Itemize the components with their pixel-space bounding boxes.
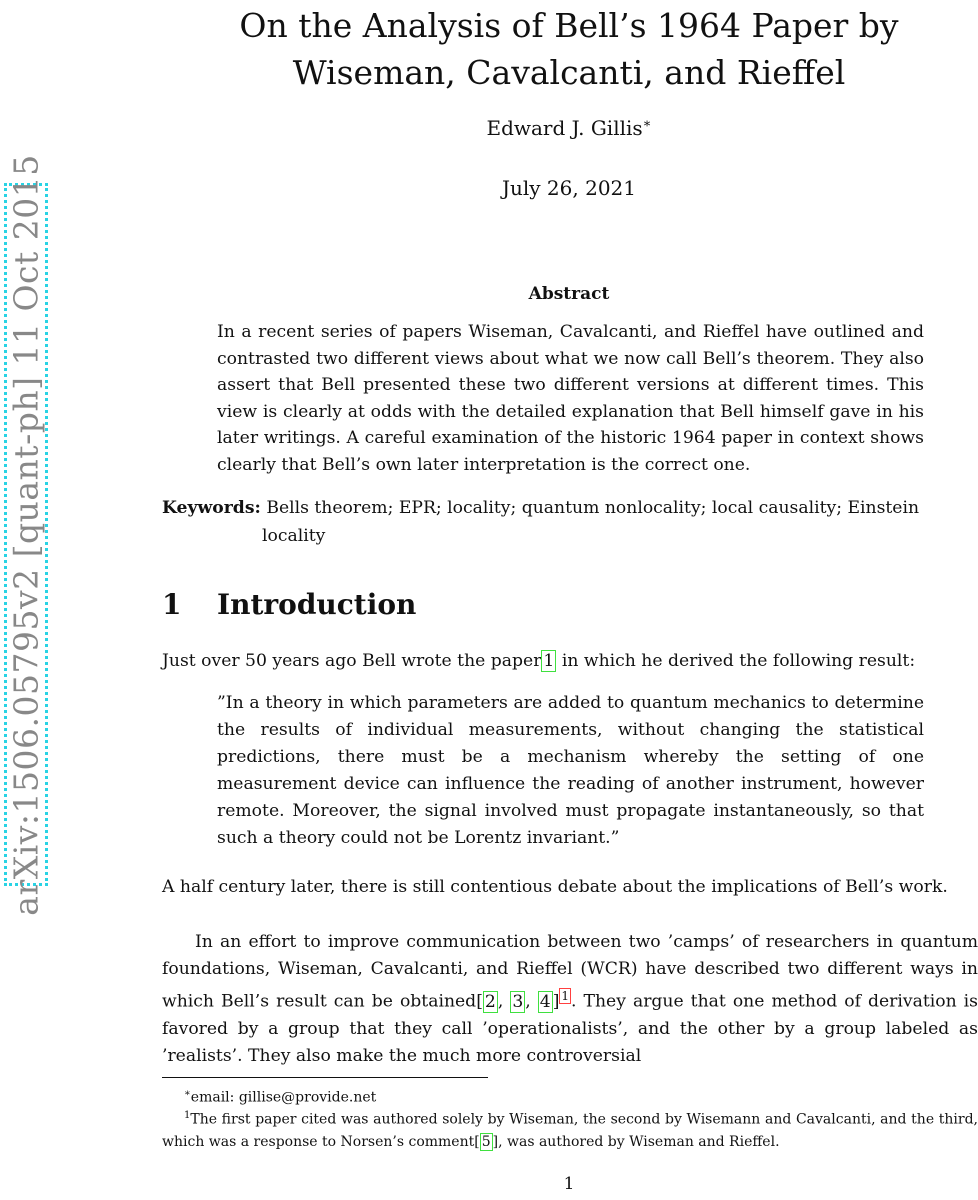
author-line — [160, 116, 978, 140]
page-number: 1 — [563, 1174, 575, 1194]
citation-link[interactable]: 3 — [512, 991, 524, 1012]
arxiv-stamp — [4, 153, 48, 916]
abstract-heading: Abstract — [528, 284, 610, 304]
author-name: Edward J. Gillis — [486, 116, 643, 140]
footnote-rule — [162, 1077, 488, 1078]
citation-link[interactable]: 2 — [484, 991, 496, 1012]
p1-text: Just over 50 years ago Bell wrote the paper — [162, 651, 542, 671]
intro-paragraph-3: In an effort to improve communication between two ’camps’ of researchers in quantum foundations, Wiseman, Cavalcanti, and Rieffel (WCR) have described two different ways in which Bell’s result can be obtained[ 2 , 3 , 4 ] $^1$ . They argue that one method of derivation is favored by a group that they call ’operationalists’, and the other by a group labeled as ’realists’. They also make the much more controversial — [162, 932, 978, 1066]
intro-paragraph-1 — [162, 648, 978, 675]
footnote-1-text-after: , was authored by Wiseman and Rieffel. — [498, 1133, 780, 1150]
footnote-email-text: email: gillise@provide.net — [190, 1089, 377, 1106]
bell-quote: ”In a theory in which parameters are added to quantum mechanics to determine the results of individual measurements, without changing the statistical predictions, there must be a mechanism whereby the setting of one measurement device can influence the reading of another instrument, however remote. Moreover, the signal involved must propagate instantaneously, so that such a theory could not be Lorentz invariant.” — [217, 693, 924, 848]
p1-text-after: in which he derived the following result: — [556, 651, 916, 671]
arxiv-stamp-text: arXiv:1506.05795v2 [quant-ph] 11 Oct 2015 — [6, 153, 46, 916]
paper-title: On the Analysis of Bell’s 1964 Paper by Wiseman, Cavalcanti, and Rieffel — [239, 6, 899, 92]
citation-link[interactable]: 1 — [543, 651, 555, 671]
section-title: Introduction — [217, 588, 417, 621]
p3-text: In an effort to improve communication between two ’camps’ of researchers in quantum foundations, Wiseman, Cavalcanti, and Rieffel (WCR) have described two different ways in which Bell’s result can be obtained — [162, 932, 978, 1012]
footnote-mark: 1 — [184, 1110, 191, 1121]
keywords-text: Bells theorem; EPR; locality; quantum nonlocality; local causality; Einstein locality — [262, 498, 920, 546]
section-heading — [162, 588, 416, 621]
footnote-1: $^1$The first paper cited was authored solely by Wiseman, the second by Wisemann and Cavalcanti, and the third, which was a response to Norsen’s comment[ 5 ], was authored by Wiseman and Rieffel. — [162, 1110, 978, 1150]
paper-date: July 26, 2021 — [501, 176, 636, 200]
citation-link[interactable]: 5 — [481, 1133, 491, 1150]
author-footnote-mark[interactable]: ∗ — [642, 116, 652, 132]
footnote-1-text: The first paper cited was authored solely by Wiseman, the second by Wisemann and Cavalcanti, and the third, which was a response to Norsen’s comment — [162, 1111, 978, 1150]
section-number: 1 — [162, 588, 182, 621]
footnote-link[interactable]: 1 — [561, 989, 570, 1003]
intro-paragraph-2: A half century later, there is still contentious debate about the implications of Bell’s work. — [162, 877, 948, 897]
p3-text-after: . They argue that one method of derivation is favored by a group that they call ’operationalists’, and the other by a group labeled as ’realists’. They also make the much more controversial — [162, 991, 978, 1066]
abstract-body: In a recent series of papers Wiseman, Cavalcanti, and Rieffel have outlined and contrasted two different views about what we now call Bell’s theorem. They also assert that Bell presented these two different versions at different times. This view is clearly at odds with the detailed explanation that Bell himself gave in his later writings. A careful examination of the historic 1964 paper in context shows clearly that Bell’s own later interpretation is the correct one. — [217, 322, 924, 475]
keywords-label: Keywords: — [162, 498, 261, 518]
footnote-mark: ∗ — [184, 1088, 191, 1099]
keywords — [162, 494, 938, 550]
citation-link[interactable]: 4 — [539, 991, 551, 1012]
